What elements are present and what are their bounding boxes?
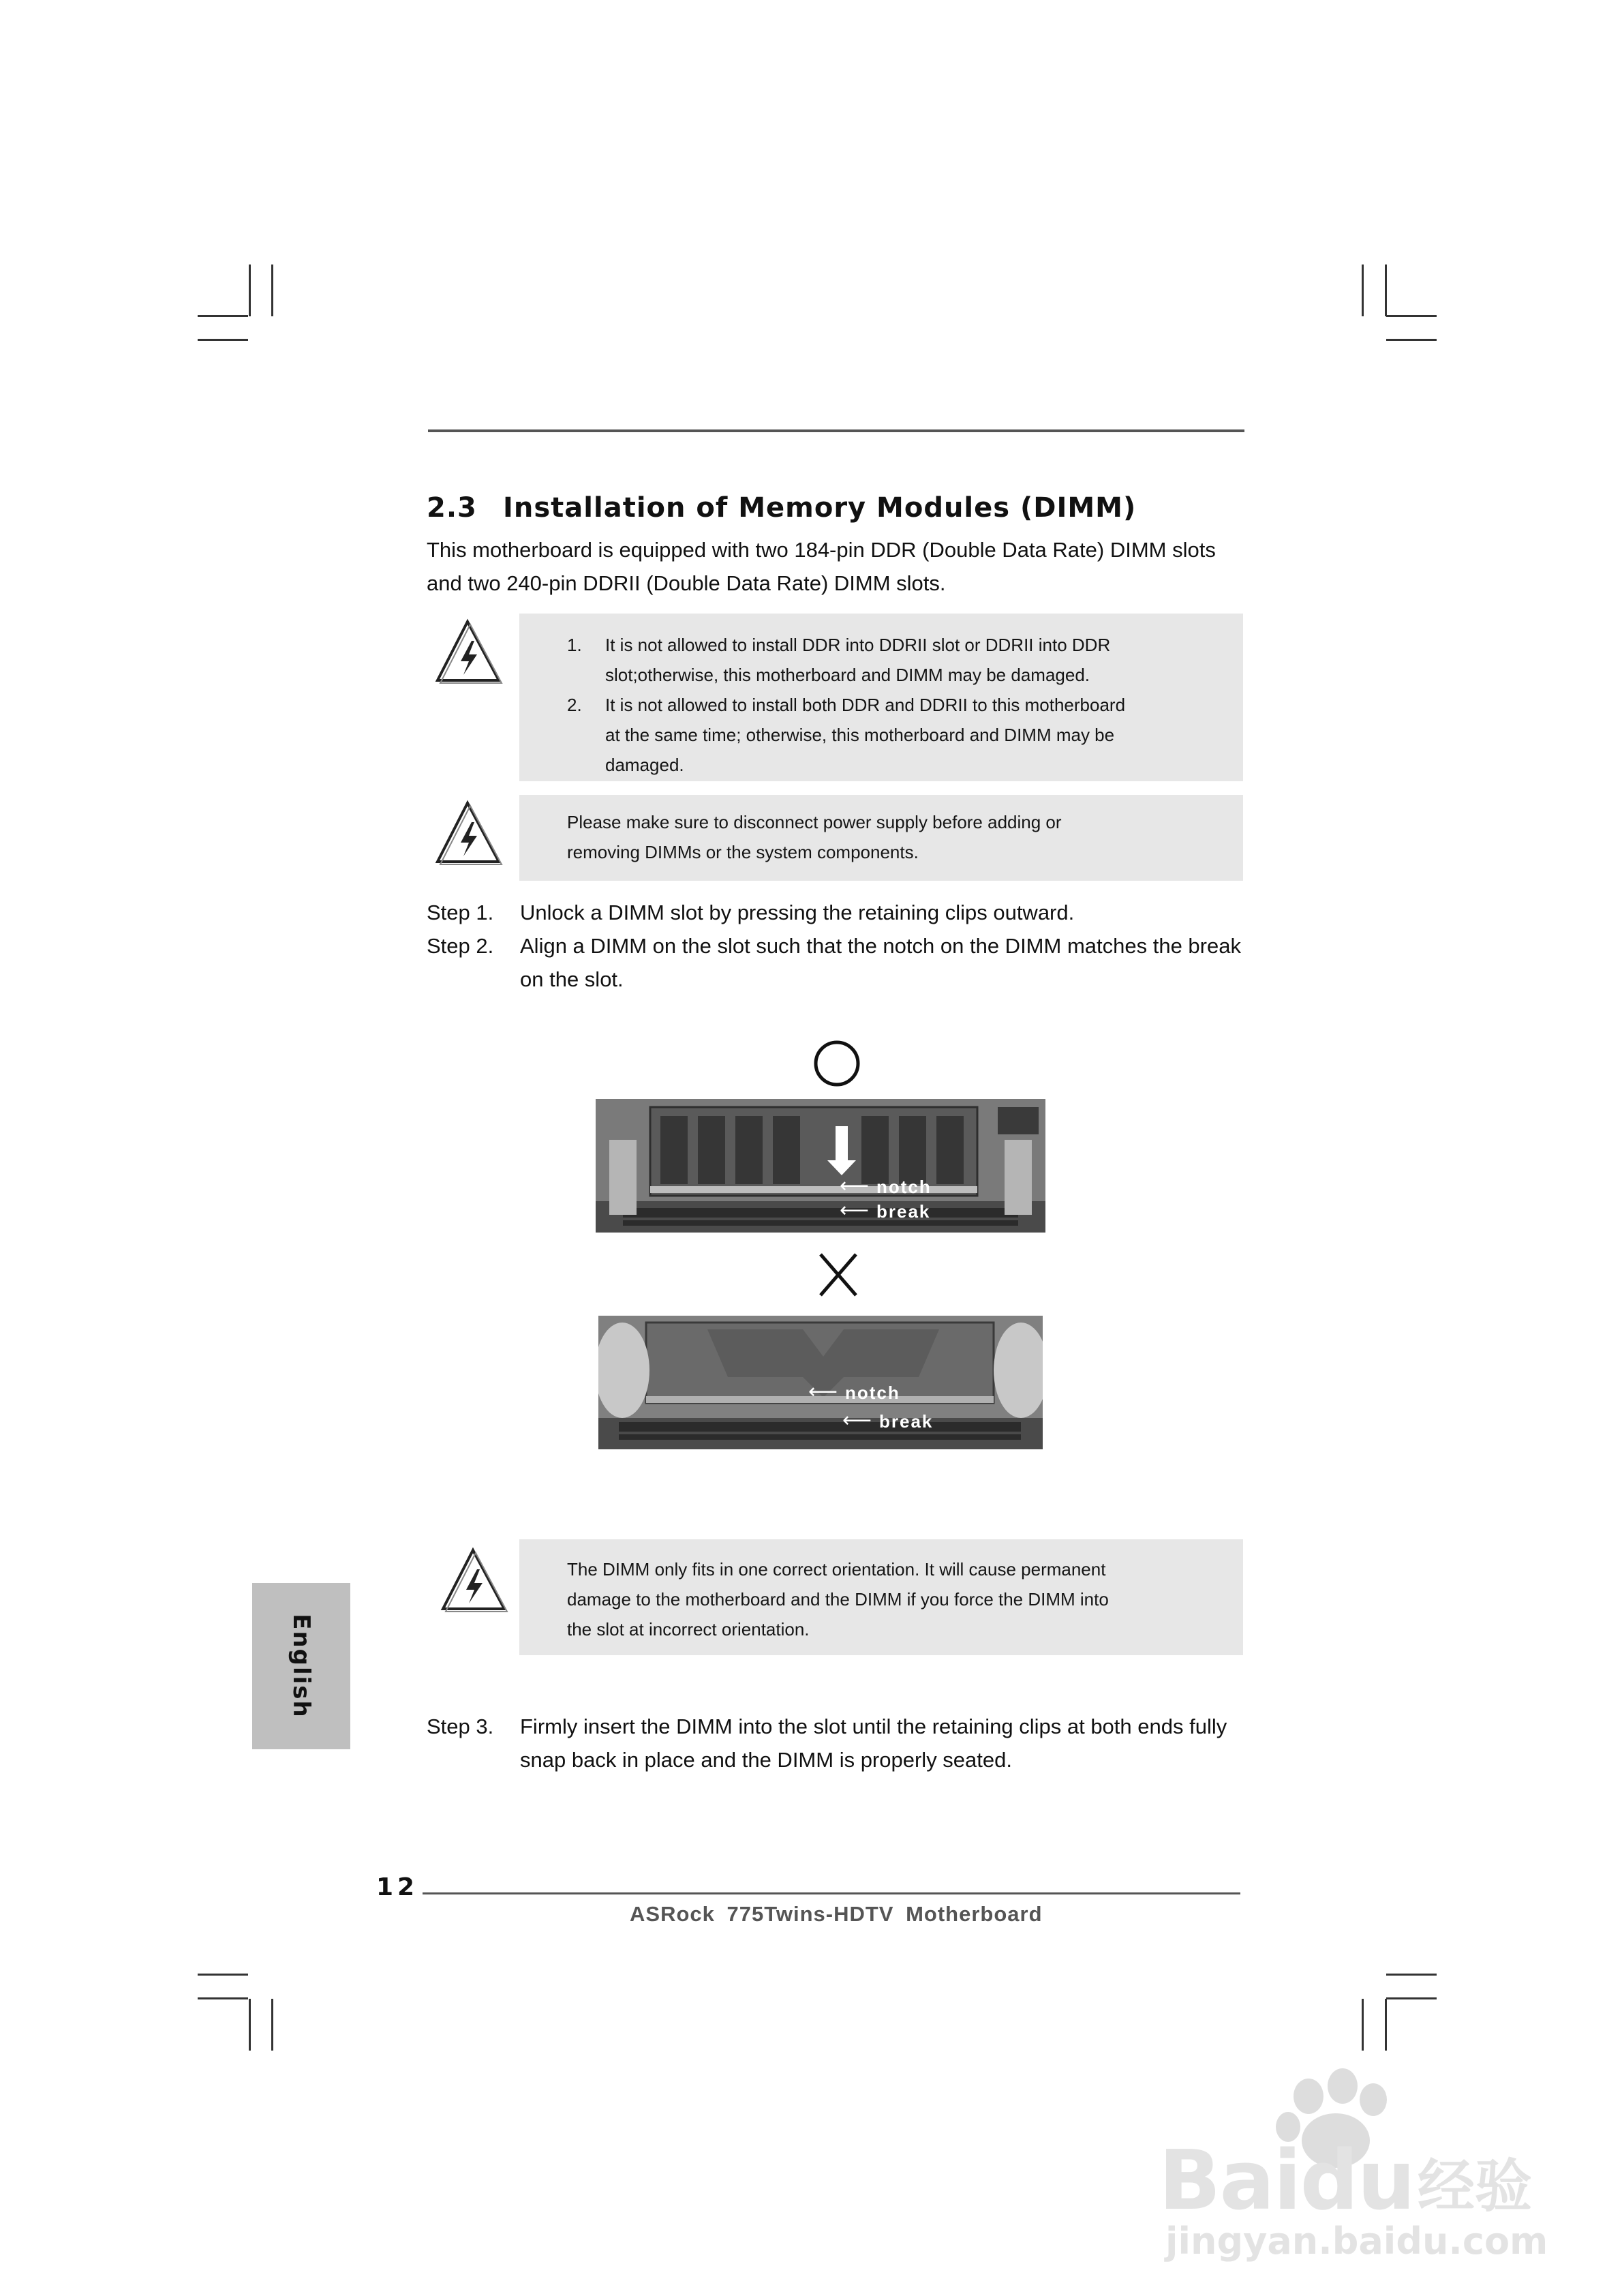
header-rule [428,429,1244,432]
language-label: English [288,1614,315,1719]
footer-rule [423,1892,1240,1894]
correct-circle-icon [810,1036,864,1091]
dimm-incorrect-photo [598,1316,1043,1449]
caution-text: the slot at incorrect orientation. [567,1619,810,1640]
caution-box-ddr [519,614,1243,781]
baidu-watermark-logo [1152,2059,1554,2263]
step-label: Step 1. [427,901,494,924]
language-side-tab [252,1583,350,1749]
step-3 [427,1710,1244,1777]
footer-product-name: ASRock 775Twins-HDTV Motherboard [630,1902,1043,1926]
page-number: 12 [376,1873,419,1901]
arrow-icon: ⟵ [808,1380,838,1403]
step-1 [427,896,1244,929]
dimm-correct-illustration [596,1099,1045,1233]
intro-line: This motherboard is equipped with two 184-pin DDR (Double Data Rate) DIMM slots [427,538,1216,562]
warning-icon [439,1546,510,1614]
dimm-correct-photo [596,1099,1045,1233]
notch-label: notch [876,1177,932,1197]
warning-icon [433,618,504,686]
caution-text: Please make sure to disconnect power supply before adding or [567,812,1062,832]
step-label: Step 3. [427,1715,494,1738]
step-text: snap back in place and the DIMM is properly seated. [520,1748,1012,1772]
caution-list [567,630,1216,780]
intro-paragraph [427,533,1244,600]
arrow-icon: ⟵ [840,1199,870,1222]
section-title [427,492,1136,524]
step-text: Align a DIMM on the slot such that the notch on the DIMM matches the break [520,934,1241,958]
caution-text: damage to the motherboard and the DIMM if you force the DIMM into [567,1589,1109,1610]
caution-text: The DIMM only fits in one correct orientation. It will cause permanent [567,1559,1106,1580]
break-label: break [876,1201,931,1222]
step-text: Firmly insert the DIMM into the slot until the retaining clips at both ends fully [520,1715,1227,1738]
notch-label: notch [845,1383,900,1403]
list-number: 2. [567,695,582,715]
section-heading: Installation of Memory Modules (DIMM) [503,492,1137,524]
list-text: It is not allowed to install DDR into DDRII slot or DDRII into DDR [605,635,1111,655]
watermark-brand: Baidu [1159,2134,1414,2229]
caution-box-power [519,795,1243,881]
list-item [567,690,1216,780]
caution-box-orientation [519,1539,1243,1655]
step-text: on the slot. [520,967,624,991]
step-text: Unlock a DIMM slot by pressing the retaining clips outward. [520,901,1075,924]
watermark-url: jingyan.baidu.com [1165,2220,1548,2263]
list-text: slot;otherwise, this motherboard and DIMM may be damaged. [605,665,1090,685]
section-number: 2.3 [427,492,477,524]
step-2 [427,929,1244,996]
warning-icon [433,799,504,867]
arrow-icon: ⟵ [842,1409,872,1432]
list-item [567,630,1216,690]
break-label: break [879,1411,934,1432]
list-text: damaged. [605,755,684,775]
step-label: Step 2. [427,934,494,958]
watermark-brand-cn: 经验 [1418,2153,1533,2220]
list-number: 1. [567,635,582,655]
incorrect-x-icon [811,1248,866,1302]
intro-line: and two 240-pin DDRII (Double Data Rate) DIMM slots. [427,571,946,595]
caution-text: removing DIMMs or the system components. [567,842,919,862]
arrow-icon: ⟵ [840,1175,870,1197]
list-text: at the same time; otherwise, this motherboard and DIMM may be [605,725,1115,745]
list-text: It is not allowed to install both DDR and DDRII to this motherboard [605,695,1126,715]
